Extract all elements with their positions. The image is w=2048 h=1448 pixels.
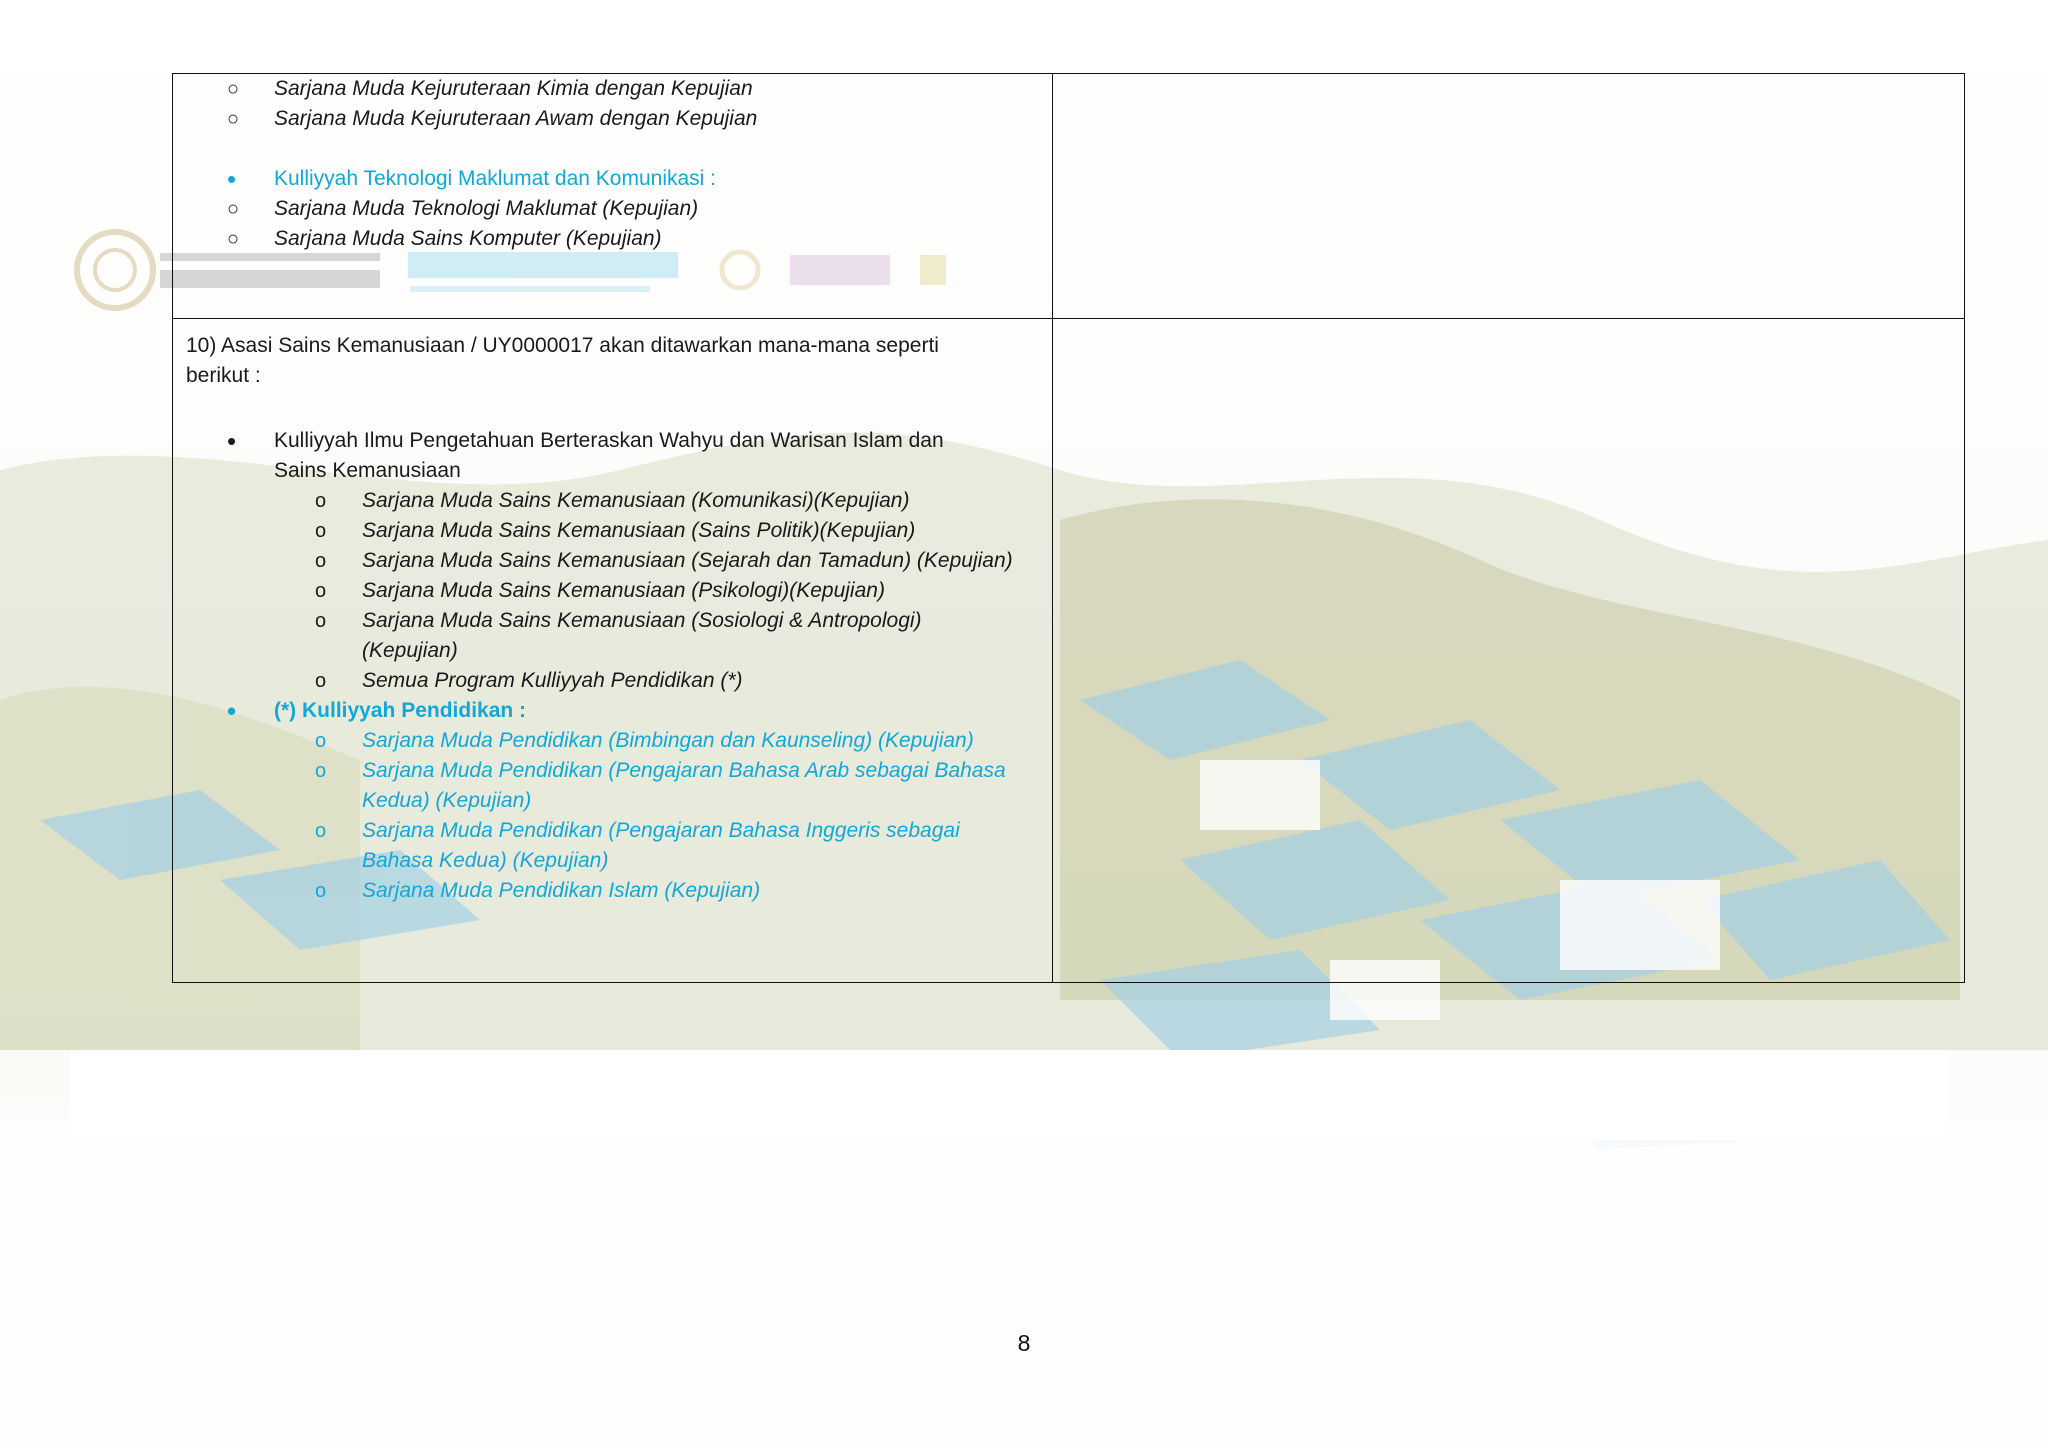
page-number: 8	[1017, 1330, 1031, 1356]
list-item-text: Sarjana Muda Pendidikan Islam (Kepujian)	[362, 879, 761, 902]
list-item-text: Sarjana Muda Kejuruteraan Kimia dengan Kepujian	[274, 77, 753, 100]
list-item	[173, 666, 1052, 696]
circle-bullet-icon: ○	[227, 108, 240, 130]
circle-bullet-icon: o	[315, 520, 327, 542]
faculty-heading-text: Kulliyyah Ilmu Pengetahuan Berteraskan Wahyu dan Warisan Islam dan Sains Kemanusiaan	[274, 429, 944, 482]
circle-bullet-icon: o	[315, 670, 327, 692]
list-item	[173, 726, 1052, 756]
list-item	[173, 194, 1052, 224]
table-row	[173, 319, 1965, 983]
list-item	[173, 224, 1052, 254]
list-item	[173, 756, 1042, 816]
table-cell-left	[173, 319, 1053, 983]
list-item	[173, 74, 1052, 104]
list-item-text: Sarjana Muda Sains Kemanusiaan (Psikologi)(Kepujian)	[362, 579, 885, 602]
list-item-text: Sarjana Muda Pendidikan (Bimbingan dan Kaunseling) (Kepujian)	[362, 729, 974, 752]
list-item-text: Sarjana Muda Sains Kemanusiaan (Sains Politik)(Kepujian)	[362, 519, 916, 542]
faculty-heading	[173, 696, 1052, 726]
list-item	[173, 486, 1052, 516]
list-item-text: Sarjana Muda Teknologi Maklumat (Kepujian)	[274, 197, 699, 220]
programme-table	[172, 73, 1965, 983]
list-item	[173, 546, 1052, 576]
table-cell-right	[1053, 74, 1965, 319]
faculty-heading	[173, 164, 1052, 194]
bullet-icon: •	[227, 696, 237, 726]
circle-bullet-icon: o	[315, 730, 327, 752]
faculty-heading-text: Kulliyyah Teknologi Maklumat dan Komunikasi :	[274, 167, 717, 190]
faculty-heading-text: (*) Kulliyyah Pendidikan :	[274, 699, 527, 722]
section-intro: 10) Asasi Sains Kemanusiaan / UY0000017 akan ditawarkan mana-mana seperti berikut :	[186, 334, 939, 387]
list-item	[173, 876, 1052, 906]
circle-bullet-icon: o	[315, 760, 327, 782]
list-item-text: Sarjana Muda Sains Kemanusiaan (Sejarah dan Tamadun) (Kepujian)	[362, 549, 1013, 572]
table-cell-left	[173, 74, 1053, 319]
list-item-text: Sarjana Muda Pendidikan (Pengajaran Bahasa Arab sebagai Bahasa Kedua) (Kepujian)	[362, 759, 1006, 812]
list-item-text: Sarjana Muda Pendidikan (Pengajaran Bahasa Inggeris sebagai Bahasa Kedua) (Kepujian)	[362, 819, 960, 872]
list-item-text: Semua Program Kulliyyah Pendidikan (*)	[362, 669, 743, 692]
circle-bullet-icon: o	[315, 820, 327, 842]
list-item	[173, 606, 962, 666]
list-item	[173, 816, 1022, 876]
faculty-heading	[173, 426, 954, 486]
circle-bullet-icon: o	[315, 610, 327, 632]
table-cell-right	[1053, 319, 1965, 983]
circle-bullet-icon: o	[315, 490, 327, 512]
circle-bullet-icon: ○	[227, 228, 240, 250]
table-row	[173, 74, 1965, 319]
list-item-text: Sarjana Muda Kejuruteraan Awam dengan Kepujian	[274, 107, 758, 130]
list-item	[173, 104, 1052, 134]
list-item-text: Sarjana Muda Sains Komputer (Kepujian)	[274, 227, 662, 250]
list-item-text: Sarjana Muda Sains Kemanusiaan (Komunikasi)(Kepujian)	[362, 489, 910, 512]
list-item	[173, 516, 1052, 546]
circle-bullet-icon: o	[315, 580, 327, 602]
bullet-icon: •	[227, 164, 237, 194]
circle-bullet-icon: o	[315, 550, 327, 572]
circle-bullet-icon: ○	[227, 198, 240, 220]
list-item-text: Sarjana Muda Sains Kemanusiaan (Sosiologi & Antropologi) (Kepujian)	[362, 609, 922, 662]
bullet-icon: •	[227, 426, 237, 456]
circle-bullet-icon: ○	[227, 78, 240, 100]
list-item	[173, 576, 1052, 606]
circle-bullet-icon: o	[315, 880, 327, 902]
